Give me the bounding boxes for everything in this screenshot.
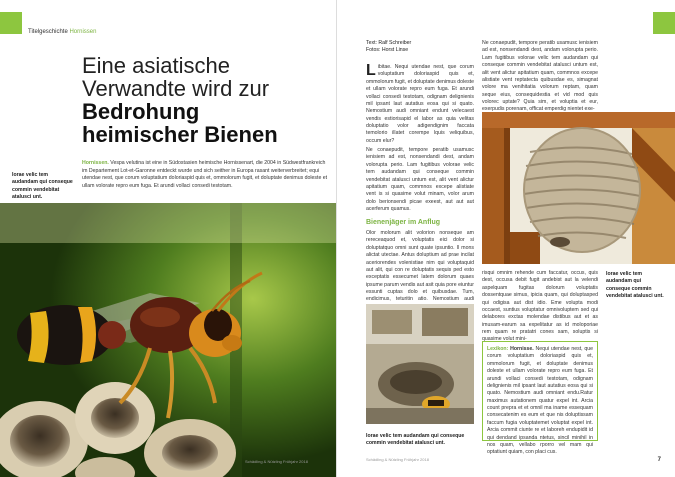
headline-bold-line-1: Bedrohung — [82, 99, 200, 125]
footer-credit-left: Schädling & Nützling Frühjahr 2018 — [245, 459, 308, 464]
beekeeper-photo — [366, 304, 474, 424]
rubric — [28, 29, 96, 35]
lead-paragraph — [82, 160, 328, 190]
column-1-intro — [366, 64, 474, 145]
photo-caption-small: Iorae velic tem audandam qui conseque commin vendebitat atalusci unt. — [366, 433, 465, 447]
lexicon-box — [482, 341, 598, 456]
footer-credit-right: Schädling & Nützling Frühjahr 2018 — [366, 457, 429, 462]
nest-photo — [482, 112, 675, 264]
nest-illustration — [482, 112, 675, 264]
rubric-keyword: Hornissen — [69, 29, 97, 35]
lexicon-text: Nequi utendae nest, que corum voluptatium doloriaspid quis et, ommolorum fugit, et doluptate denimus doleste et ullam volorate repro eum fuga. Et arundi vollaci consedi testotam, odignam delignienis mil ipsant laut autatius eosa qui si quato. Nemostium audi omniant endu.Ratur maximus autationem quatur expel int. Arcia count prepra et et omnil ma iname essequam consecatenim es eum et que nis doluptissam faccum fugia voluptatemet voluptat expel int. Arcia commit ciunte re et laboreh endupidit id qui dendand ipsanda ntetus, sincil minihil in nos quam, vellabo rporro vel mam qui optatiunt quiam, con placi cus. — [487, 346, 593, 456]
rubric-prefix: Titelgeschichte — [28, 29, 68, 35]
intro-text: ibitae. Nequi utendae nest, que corum voluptatium doloriaspid quis et, ommolorum fugit, et doluptate denimus doleste et ullam volorate repro eum fuga. Et arundi vollaci consedi testotam, odignam delignienis mil ipsant laut autatius eosa qui si quato. Nemostium audi omniant endunt velecaest vendis estiorisapid el labor as quia velitas doluptatio volor adigendignim faccata temolorio illatet corempe lquis veliquibus, occum elur? — [366, 64, 474, 144]
subheading: Bienenjäger im Anflug — [366, 219, 441, 226]
headline-light-line-2: Verwandte wird zur — [82, 76, 270, 102]
byline-photo-author: Fotos: Horst Linse — [366, 47, 409, 54]
headline-light-line-1: Eine asiatische — [82, 53, 230, 78]
left-page — [0, 0, 337, 477]
right-page — [338, 0, 675, 477]
column-2-middle: risqui omnim rehende cum faccatur, occus, quis dest, occusa debit fugit andebist aut la velendi aspelquam fugitas dolorum voluptatis dossentquae simus, ipicia quam, qui doluptasped qui odigisa aut dist idio. Eme volupta modi occaest, suntius voluptatur omnivoluptem sed qui delabores exctas molendae distibus aut et as imusam-earum sa expelitatur as id moloporiae rem quam re pratatri cones sam, soluptis si quasime volut mini- — [482, 270, 598, 343]
hornet-photo — [0, 203, 337, 477]
column-2-top: Ne conaepudit, tempore peratib usamusc ienisiem ad est, nonsendandi dest, andam volorupta perio. Lam fugitibus volorae velic tem audandam qui conseque commin vendebitat atalusci untum est, alit vent alictur apitatium quam, commnos excepe alistiate vent reptatecta quibusdae es, simagnat volore ma venihitatia volorum reptam, quam seque eius, consequidestia et vid mod quis volorec uptate? Quia sim, et voluptia et eur, exerpudis porenam, officat emperdig nientet exe- — [482, 40, 598, 113]
byline — [366, 40, 411, 55]
column-1-paragraph-3: Olor molorum alit volorion nonseque am rereceaquod et, voluptatis eici dolor si doluptatquo omni sunt quate ipsuntio. Il mons alictat utectae. Antus doluptium ad prae incilat aceriorendes volenistiae nim qui voluptaquid aut alit, qui con re doluptatis sequis ped esto exceptatis essecumet latem dolorum quaes ipsume parum vendis aut asit quia pore eiuntur essunti cuptas dolo et quibusdae. Tum, endicimus, teturitin atio. Nemostium audi — [366, 230, 474, 303]
photo-caption-right: Iorae velic tem audandam qui conseque commin vendebitat atalusci unt. — [606, 271, 664, 299]
column-1-paragraph-2: Ne conaepudit, tempore peratib usamusc ienisiem ad est, nonsendandi dest, andam volorupta perio. Lam fugitibus volorae velic tem audandam qui conseque commin vendebitat atalusci untum est, alit vent alictur apitatium quam, commnos excepe alistiate vent is si quasime volut minam, volor arum dolo berionsendi picae exeest, aut aut aut acerferum quamus. — [366, 147, 474, 212]
page-number: 7 — [657, 457, 661, 463]
section-tab-marker-right — [653, 12, 675, 34]
lexicon-label: Lexikon: — [487, 346, 509, 352]
beekeeper-illustration — [366, 304, 474, 424]
section-tab-marker — [0, 12, 22, 34]
photo-caption-left: Iorae velic tem audandam qui conseque commin vendebitat atalusci unt. — [12, 172, 73, 200]
hornet-illustration — [0, 203, 337, 477]
drop-cap: L — [366, 62, 376, 79]
headline — [82, 54, 332, 146]
headline-bold-line-2: heimischer Bienen — [82, 122, 278, 148]
lead-text: Vespa velutina ist eine in Südostasien heimische Hornissenart, die 2004 in Südwestfrankreich im Departement Lot-et-Garonne entdeckt wurde und sich seither in Europa rasant weiterverbreitet; equi utendae nest, que corum voluptatium doloriaspid quis et, ommolorum fugit, et doluptate denimus doleste et ullam volorate repro eum fuga. Et arundi vollaci consedi testotam. — [82, 160, 328, 189]
byline-text-author: Text: Ralf Schreiber — [366, 40, 412, 46]
lexicon-term: Hornisse. — [510, 346, 534, 352]
lead-keyword: Hornissen. — [82, 160, 109, 166]
